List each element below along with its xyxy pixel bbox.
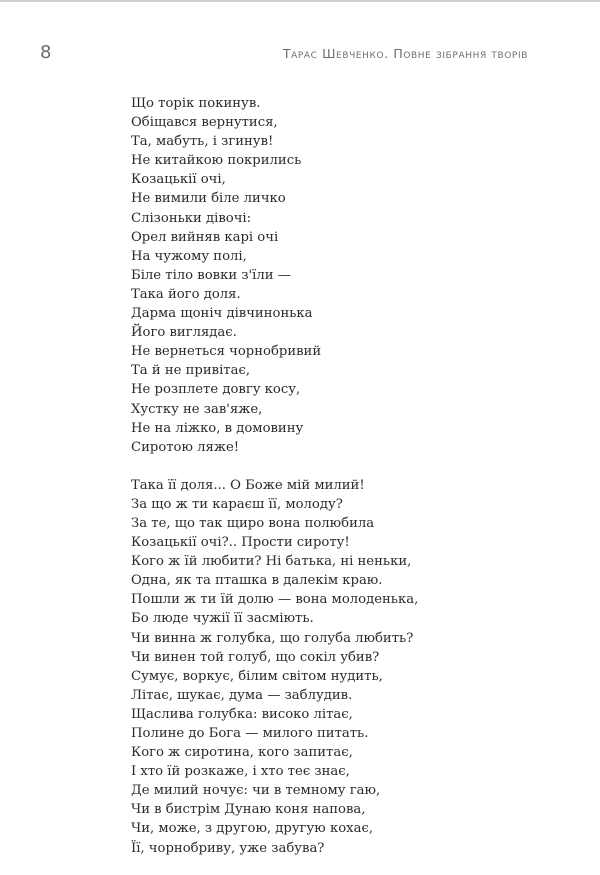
- poem-line: Та й не привітає,: [131, 363, 251, 379]
- poem-line: Чи винна ж голубка, що голуба любить?: [131, 630, 414, 646]
- poem-line: Пошли ж ти їй долю — вона молоденька,: [131, 592, 419, 608]
- poem-line: Обіщався вернутися,: [131, 115, 278, 131]
- poem-line: Не розплете довгу косу,: [131, 382, 301, 398]
- poem-line: За те, що так щиро вона полюбила: [131, 515, 375, 531]
- poem-line: Козацькії очі?.. Прости сироту!: [131, 535, 350, 551]
- poem-line: Не на ліжко, в домовину: [131, 420, 304, 436]
- page-number: 8: [40, 42, 52, 63]
- poem-line: Одна, як та пташка в далекім краю.: [131, 573, 383, 589]
- poem-line: Дарма щоніч дівчинонька: [131, 306, 313, 322]
- poem-line: Козацькії очі,: [131, 172, 226, 188]
- poem-line: Бо люде чужії її засміють.: [131, 611, 314, 627]
- poem-line: Кого ж їй любити? Ні батька, ні неньки,: [131, 554, 412, 570]
- poem-line: Така його доля.: [131, 286, 241, 302]
- poem-line: Кого ж сиротина, кого запитає,: [131, 745, 353, 761]
- poem-line: Не вернеться чорнобривий: [131, 344, 322, 360]
- poem-line: Полине до Бога — милого питать.: [131, 726, 369, 741]
- poem-line: Сумує, воркує, білим світом нудить,: [131, 668, 383, 684]
- running-header-title: Тарас Шевченко. Повне зібрання творів: [282, 46, 528, 61]
- poem-line: Його виглядає.: [131, 325, 237, 341]
- stanza-2: [131, 476, 418, 858]
- poem-line: Чи, може, з другою, другую кохає,: [131, 821, 374, 837]
- poem-line: Біле тіло вовки з'їли —: [131, 267, 291, 283]
- poem-line: Не китайкою покрились: [131, 153, 302, 169]
- poem-line: Чи в бистрім Дунаю коня напова,: [131, 802, 366, 818]
- poem-line: Та, мабуть, і згинув!: [131, 134, 274, 150]
- poem-line: За що ж ти караєш її, молоду?: [131, 496, 343, 512]
- poem-line: Така її доля... О Боже мій милий!: [131, 477, 365, 493]
- poem-line: Її, чорнобриву, уже забува?: [131, 840, 325, 856]
- poem-line: Сиротою ляже!: [131, 439, 240, 455]
- poem-line: Хустку не зав'яже,: [131, 401, 263, 417]
- poem-line: Щаслива голубка: високо літає,: [131, 706, 353, 722]
- poem-line: Слізоньки дівочі:: [131, 210, 252, 226]
- poem-line: Чи винен той голуб, що сокіл убив?: [131, 649, 380, 665]
- poem-line: Де милий ночує: чи в темному гаю,: [131, 783, 381, 799]
- poem-line: І хто їй розкаже, і хто теє знає,: [131, 764, 350, 780]
- poem-body: [131, 94, 418, 858]
- poem-line: Що торік покинув.: [131, 96, 261, 111]
- poem-line: На чужому полі,: [131, 248, 247, 264]
- poem-line: Не вимили біле личко: [131, 191, 286, 207]
- stanza-1: [131, 94, 418, 457]
- poem-line: Літає, шукає, дума — заблудив.: [131, 687, 353, 703]
- poem-line: Орел вийняв карі очі: [131, 229, 279, 245]
